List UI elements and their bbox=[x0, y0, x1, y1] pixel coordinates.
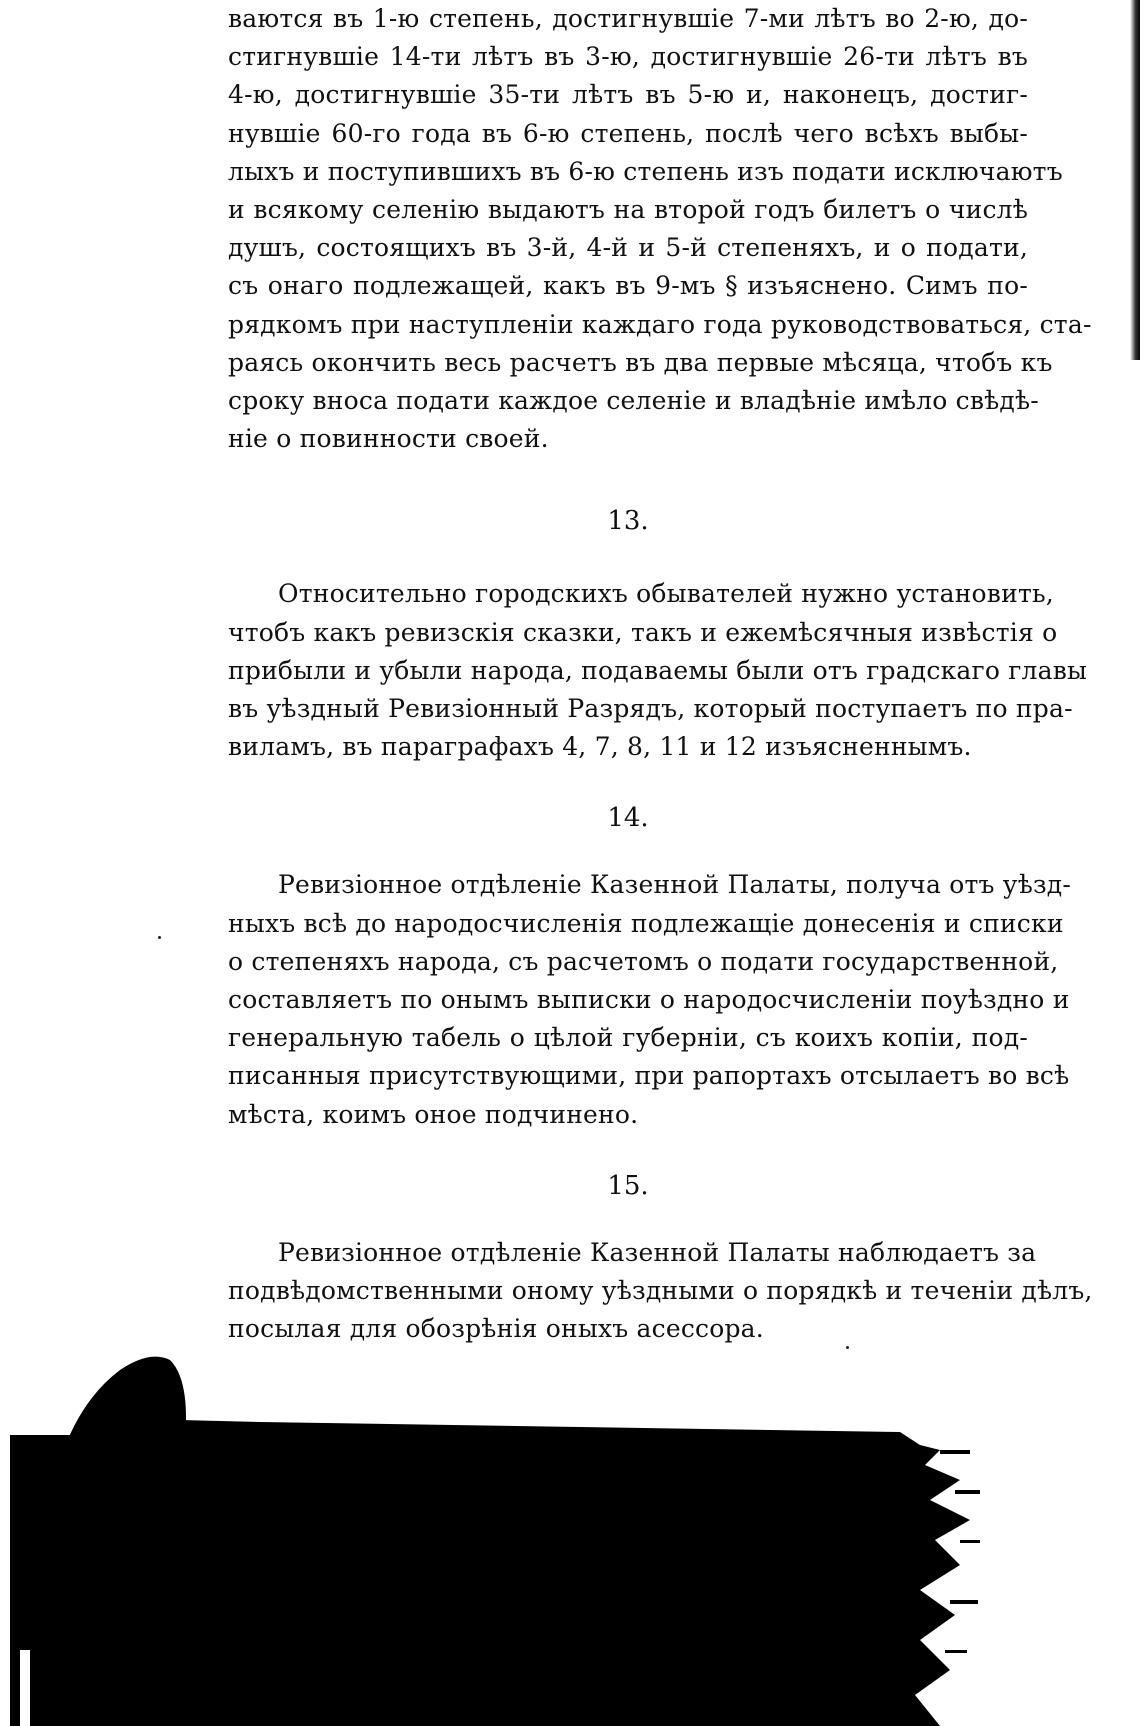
text-line: генеральную табель о цѣлой губерніи, съ коихъ копіи, под- bbox=[228, 1023, 1028, 1053]
section-number-15: 15. bbox=[607, 1170, 649, 1201]
section-number-13: 13. bbox=[607, 506, 649, 537]
text-line: Ревизіонное отдѣленіе Казенной Палаты, получа отъ уѣзд- bbox=[278, 870, 1072, 900]
ink-dash bbox=[955, 1490, 980, 1494]
text-line: сроку вноса подати каждое селеніе и владѣніе имѣло свѣдѣ- bbox=[228, 386, 1039, 416]
ink-dash bbox=[940, 1450, 970, 1454]
scan-speck bbox=[158, 936, 161, 939]
text-line: съ онаго подлежащей, какъ въ 9-мъ § изъяснено. Симъ по- bbox=[228, 271, 1028, 301]
ink-dash bbox=[950, 1600, 978, 1604]
text-line: 4-ю, достигнувшіе 35-ти лѣтъ въ 5-ю и, наконецъ, достиг- bbox=[228, 80, 1028, 110]
text-line: прибыли и убыли народа, подаваемы были отъ градскаго главы bbox=[228, 655, 1088, 685]
text-line: чтобъ какъ ревизскія сказки, такъ и ежемѣсячныя извѣстія о bbox=[228, 617, 1058, 647]
ink-bar bbox=[10, 1420, 970, 1726]
text-line: въ уѣздный Ревизіонный Разрядъ, который поступаетъ по пра- bbox=[228, 694, 1073, 724]
paragraph-15 bbox=[228, 1234, 1093, 1349]
text-line: нувшіе 60-го года въ 6-ю степень, послѣ чего всѣхъ выбы- bbox=[228, 118, 1028, 148]
ink-gap bbox=[20, 1650, 30, 1726]
text-line: ныхъ всѣ до народосчисленія подлежащіе донесенія и списки bbox=[228, 908, 1064, 938]
text-line: стигнувшіе 14-ти лѣтъ въ 3-ю, достигнувшіе 26-ти лѣтъ въ bbox=[228, 42, 1028, 72]
text-line: и всякому селенію выдаютъ на второй годъ билетъ о числѣ bbox=[228, 195, 1028, 225]
text-line: Относительно городскихъ обывателей нужно установить, bbox=[278, 579, 1054, 609]
text-line: лыхъ и поступившихъ въ 6-ю степень изъ подати исключаютъ bbox=[228, 156, 1063, 186]
text-line: Ревизіонное отдѣленіе Казенной Палаты наблюдаетъ за bbox=[278, 1237, 1037, 1267]
text-line: ніе о повинности своей. bbox=[228, 424, 549, 454]
paragraph-14 bbox=[228, 866, 1072, 1133]
text-line: составляетъ по онымъ выписки о народосчисленіи поуѣздно и bbox=[228, 985, 1070, 1015]
section-number-14: 14. bbox=[607, 803, 649, 834]
text-line: душъ, состоящихъ въ 3-й, 4-й и 5-й степеняхъ, и о подати, bbox=[228, 233, 1028, 263]
paragraph-13 bbox=[228, 575, 1088, 766]
text-line: ваются въ 1-ю степень, достигнувшіе 7-ми лѣтъ во 2-ю, до- bbox=[228, 4, 1028, 33]
paragraph-12-continued bbox=[228, 0, 1092, 458]
text-line: рядкомъ при наступленіи каждаго года руководствоваться, ста- bbox=[228, 309, 1092, 339]
scan-edge-shadow bbox=[1130, 0, 1140, 360]
text-line: подвѣдомственными оному уѣздными о порядкѣ и теченіи дѣлъ, bbox=[228, 1276, 1093, 1306]
scan-speck bbox=[846, 1346, 849, 1349]
text-line: о степеняхъ народа, съ расчетомъ о подати государственной, bbox=[228, 946, 1059, 976]
page-body bbox=[228, 0, 1093, 1348]
ink-dash bbox=[945, 1650, 967, 1653]
text-line: раясь окончить весь расчетъ въ два первые мѣсяца, чтобъ къ bbox=[228, 347, 1053, 377]
scan-ink-blot bbox=[0, 1350, 1000, 1726]
text-line: мѣста, коимъ оное подчинено. bbox=[228, 1099, 639, 1129]
text-line: писанныя присутствующими, при рапортахъ отсылаетъ во всѣ bbox=[228, 1061, 1070, 1091]
ink-dash bbox=[960, 1540, 980, 1543]
text-line: посылая для обозрѣнія оныхъ асессора. bbox=[228, 1314, 764, 1344]
text-line: виламъ, въ параграфахъ 4, 7, 8, 11 и 12 изъясненнымъ. bbox=[228, 732, 972, 762]
